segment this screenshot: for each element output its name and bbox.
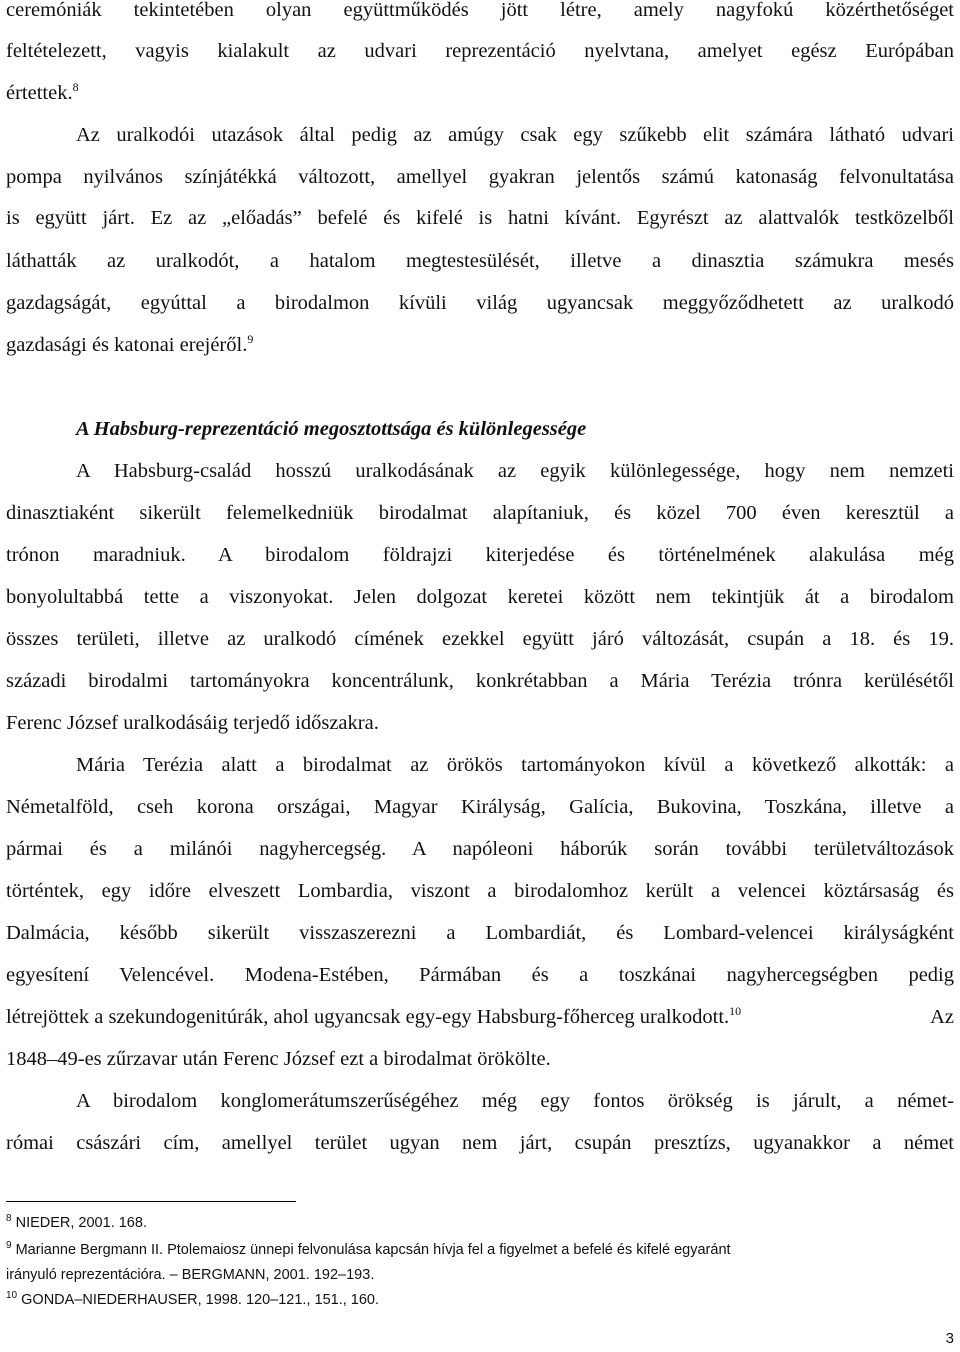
footnote-text: Marianne Bergmann II. Ptolemaiosz ünnepi felvonulása kapcsán hívja fel a figyelmet a befelé és kifelé egyaránt xyxy=(11,1242,731,1258)
body-line: A Habsburg-család hosszú uralkodásának az egyik különlegessége, hogy nem nemzeti xyxy=(76,460,954,482)
body-line: egyesítení Velencével. Modena-Estében, Pármában és a toszkánai nagyhercegségben pedig xyxy=(6,964,954,986)
footnote-10 xyxy=(6,1291,379,1309)
body-line: bonyolultabbá tette a viszonyokat. Jelen dolgozat keretei között nem tekintjük át a birodalom xyxy=(6,586,954,608)
footnote-ref-8[interactable]: 8 xyxy=(72,80,79,95)
footnote-9 xyxy=(6,1241,731,1259)
body-line: összes területi, illetve az uralkodó címének ezekkel együtt járó változását, csupán a 18. és 19. xyxy=(6,628,954,650)
footnote-text: GONDA–NIEDERHAUSER, 1998. 120–121., 151., 160. xyxy=(17,1292,380,1308)
footnote-8 xyxy=(6,1214,147,1232)
page-number: 3 xyxy=(945,1330,954,1347)
body-line: századi birodalmi tartományokra koncentrálunk, konkrétabban a Mária Terézia trónra kerülésétől xyxy=(6,670,954,692)
body-line: történtek, egy időre elveszett Lombardia, viszont a birodalomhoz került a velencei köztársaság és xyxy=(6,880,954,902)
footnote-number: 9 xyxy=(6,1240,12,1252)
body-line: Az uralkodói utazások által pedig az amúgy csak egy szűkebb elit számára látható udvari xyxy=(76,124,954,146)
body-line: gazdagságát, egyúttal a birodalmon kívüli világ ugyancsak meggyőződhetett az uralkodó xyxy=(6,292,954,314)
body-line xyxy=(6,1004,954,1030)
body-line: Mária Terézia alatt a birodalmat az örökös tartományokon kívül a következő alkották: a xyxy=(76,754,954,776)
body-text-segment: létrejöttek a szekundogenitúrák, ahol ugyancsak egy-egy Habsburg-főherceg uralkodott.$^{10}$ xyxy=(6,1004,742,1028)
body-line: Dalmácia, később sikerült visszaszerezni a Lombardiát, és Lombard-velencei királyságként xyxy=(6,922,954,944)
footnote-9-cont: irányuló reprezentációra. – BERGMANN, 2001. 192–193. xyxy=(6,1267,375,1283)
body-line: ceremóniák tekintetében olyan együttműködés jött létre, amely nagyfokú közérthetőséget xyxy=(6,0,954,21)
body-line: dinasztiaként sikerült felemelkedniük birodalmat alapítaniuk, és közel 700 éven keresztül a xyxy=(6,502,954,524)
body-line: trónon maradniuk. A birodalom földrajzi kiterjedése és történelmének alakulása még xyxy=(6,544,954,566)
body-line xyxy=(6,80,954,106)
body-text: gazdasági és katonai erejéről. xyxy=(6,334,248,356)
footnote-ref-10[interactable]: 10 xyxy=(729,1004,742,1019)
body-line: pompa nyilvános színjátékká változott, amellyel gyakran jelentős számú katonaság felvonultatása xyxy=(6,166,954,188)
body-line: Ferenc József uralkodásáig terjedő időszakra. xyxy=(6,712,379,734)
body-line: pármai és a milánói nagyhercegség. A napóleoni háborúk során további területváltozások xyxy=(6,838,954,860)
body-line: A birodalom konglomerátumszerűségéhez még egy fontos örökség is járult, a német- xyxy=(76,1090,954,1112)
footnote-number: 10 xyxy=(6,1290,18,1302)
body-line: Németalföld, cseh korona országai, Magyar Királyság, Galícia, Bukovina, Toszkána, illetve a xyxy=(6,796,954,818)
body-line: római császári cím, amellyel terület ugyan nem járt, csupán presztízs, ugyanakkor a német xyxy=(6,1132,954,1154)
body-text: értettek. xyxy=(6,82,73,104)
body-line: láthatták az uralkodót, a hatalom megtestesülését, illetve a dinasztia számukra mesés xyxy=(6,250,954,272)
body-line: is együtt járt. Ez az „előadás” befelé és kifelé is hatni kívánt. Egyrészt az alattvalók testközelből xyxy=(6,207,954,229)
body-line: 1848–49-es zűrzavar után Ferenc József ezt a birodalmat örökölte. xyxy=(6,1048,551,1070)
footnote-separator xyxy=(6,1201,296,1202)
body-text-segment: Az xyxy=(930,1006,954,1028)
body-line xyxy=(6,332,954,358)
footnote-number: 8 xyxy=(6,1213,12,1225)
footnote-ref-9[interactable]: 9 xyxy=(247,332,254,347)
section-heading: A Habsburg-reprezentáció megosztottsága és különlegessége xyxy=(76,418,587,440)
footnote-text: NIEDER, 2001. 168. xyxy=(11,1215,147,1231)
body-line: feltételezett, vagyis kialakult az udvari reprezentáció nyelvtana, amelyet egész Európában xyxy=(6,40,954,62)
